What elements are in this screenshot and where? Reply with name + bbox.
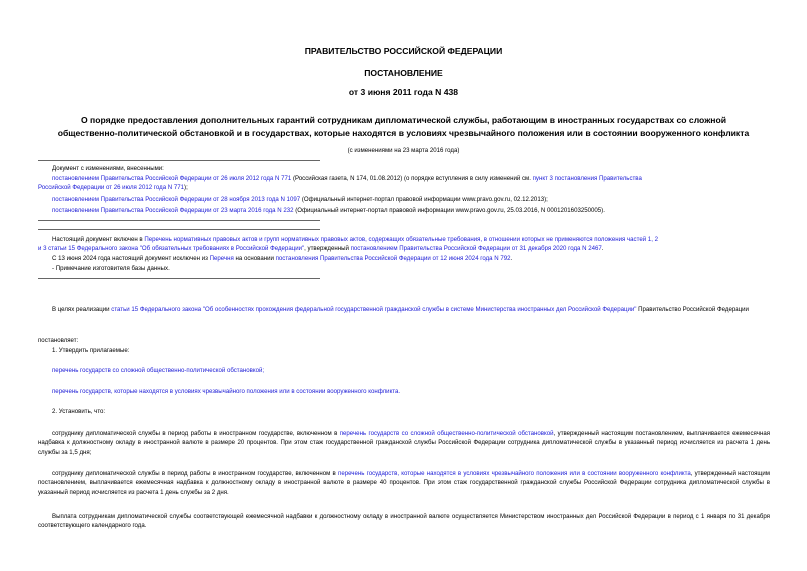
paragraph-20-percent: сотруднику дипломатической службы в период работы в иностранном государстве, включенном в перечень государств со сложной общественно-политической обстановкой, утвержденный настоящим постановлением, выплачивается ежемесячная надбавка к должностному окладу в иностранной валюте в размере 20 процентов. При этом стаж государственной гражданской службы Российской Федерации сотрудника дипломатической службы в указанный период исчисляется из расчета 1 день службы за 1,5 дня; [38,430,771,456]
amendment-2-link[interactable]: постановлением Правительства Российской Федерации от 28 ноября 2013 года N 1097 [52,196,301,203]
amendment-1-line-1: постановлением Правительства Российской Федерации от 26 июля 2012 года N 771 (Российская газета, N 174, 01.08.2012) (о порядке вступления в силу изменений см. пункт 3 постановления Правительства [52,175,642,182]
notice-list-link[interactable]: Перечень нормативных правовых актов и групп нормативных правовых актов, содержащих обязательные требования, в отношении которых не применяются положения частей 1, 2 [144,236,658,243]
list-emergency-states-link[interactable]: перечень государств, которые находятся в условиях чрезвычайного положения или в состоянии вооруженного конфликта. [52,388,401,395]
divider-mid-1 [38,220,320,221]
notice-line-1: Настоящий документ включен в Перечень нормативных правовых актов и групп нормативных правовых актов, содержащих обязательные требования, в отношении которых не применяются положения частей 1, 2 [52,236,658,243]
amendment-1-line-2: Российской Федерации от 26 июля 2012 года N 771); [38,184,188,191]
item-2: 2. Установить, что: [52,408,106,415]
producer-note: - Примечание изготовителя базы данных. [52,265,170,272]
notice-decree-link[interactable]: постановлением Правительства Российской Федерации от 31 декабря 2020 года N 2467 [350,245,602,252]
amendment-1-effect-link-cont[interactable]: Российской Федерации от 26 июля 2012 года N 771 [38,184,185,191]
divider-top [38,160,320,161]
amendment-1-effect-link[interactable]: пункт 3 постановления Правительства [532,175,642,182]
divider-mid-2 [38,229,320,230]
list-complex-states-link[interactable]: перечень государств со сложной общественно-политической обстановкой; [52,367,265,374]
emergency-states-list-link[interactable]: перечень государств, которые находятся в условиях чрезвычайного положения или в состоянии вооруженного конфликта [338,470,691,477]
document-title [0,114,807,140]
notice-law-link[interactable]: и 3 статьи 15 Федерального закона "Об обязательных требованиях в Российской Федерации" [38,245,305,252]
government-name: ПРАВИТЕЛЬСТВО РОССИЙСКОЙ ФЕДЕРАЦИИ [304,46,503,56]
notice-exclusion-decree-link[interactable]: постановления Правительства Российской Федерации от 12 июня 2024 года N 792 [275,255,511,262]
paragraph-payment-period: Выплата сотрудникам дипломатической службы соответствующей ежемесячной надбавки к должностному окладу в иностранной валюте осуществляется Министерством иностранных дел Российской Федерации в период с 1 января по 31 декабря соответствующего календарного года. [38,513,770,530]
federal-law-link[interactable]: статьи 15 Федерального закона "Об особенностях прохождения федеральной государственной гражданской службы в системе Министерства иностранных дел Российской Федерации" [111,306,637,313]
document-type: ПОСТАНОВЛЕНИЕ [364,68,443,78]
item-1: 1. Утвердить прилагаемые: [52,347,130,354]
complex-states-list-link[interactable]: перечень государств со сложной общественно-политической обстановкой [339,430,554,437]
document-date-number: от 3 июня 2011 года N 438 [348,87,459,97]
title-line-1: О порядке предоставления дополнительных гарантий сотрудникам дипломатической службы, работающим в иностранных государствах со сложной [80,115,727,125]
divider-bottom [38,278,320,279]
amendment-3: постановлением Правительства Российской Федерации от 23 марта 2016 года N 232 (Официальный интернет-портал правовой информации www.pravo.gov.ru, 25.03.2016, N 0001201603250005). [52,207,605,214]
notice-exclusion: С 13 июня 2024 года настоящий документ исключен из Перечня на основании постановления Правительства Российской Федерации от 12 июня 2024 года N 792. [52,255,513,262]
decree-word: постановляет: [38,337,79,344]
changes-note: (с изменениями на 23 марта 2016 года) [347,147,460,154]
amendments-intro: Документ с изменениями, внесенными: [52,165,164,172]
paragraph-40-percent: сотруднику дипломатической службы в период работы в иностранном государстве, включенном в перечень государств, которые находятся в условиях чрезвычайного положения или в состоянии вооруженного конфликта, утвержденный настоящим постановлением, выплачивается ежемесячная надбавка к должностному окладу в иностранной валюте в размере 40 процентов. При этом стаж государственной гражданской службы Российской Федерации сотрудника дипломатической службы в указанный период исчисляется из расчета 1 день службы за 2 дня. [38,470,770,496]
title-line-2: общественно-политической обстановкой и в государствах, которые находятся в условиях чрезвычайного положения или в состоянии вооруженного конфликта [57,128,750,138]
preamble: В целях реализации статьи 15 Федерального закона "Об особенностях прохождения федеральной государственной гражданской службы в системе Министерства иностранных дел Российской Федерации" Правительство Российской Федерации [52,306,749,313]
amendment-2: постановлением Правительства Российской Федерации от 28 ноября 2013 года N 1097 (Официальный интернет-портал правовой информации www.pravo.gov.ru, 02.12.2013); [52,196,548,203]
amendment-3-link[interactable]: постановлением Правительства Российской Федерации от 23 марта 2016 года N 232 [52,207,294,214]
amendment-1-link[interactable]: постановлением Правительства Российской Федерации от 26 июля 2012 года N 771 [52,175,292,182]
notice-list-ref-link[interactable]: Перечня [209,255,234,262]
notice-line-2: и 3 статьи 15 Федерального закона "Об обязательных требованиях в Российской Федерации", утвержденный постановлением Правительства Российской Федерации от 31 декабря 2020 года N 2467. [38,245,604,252]
